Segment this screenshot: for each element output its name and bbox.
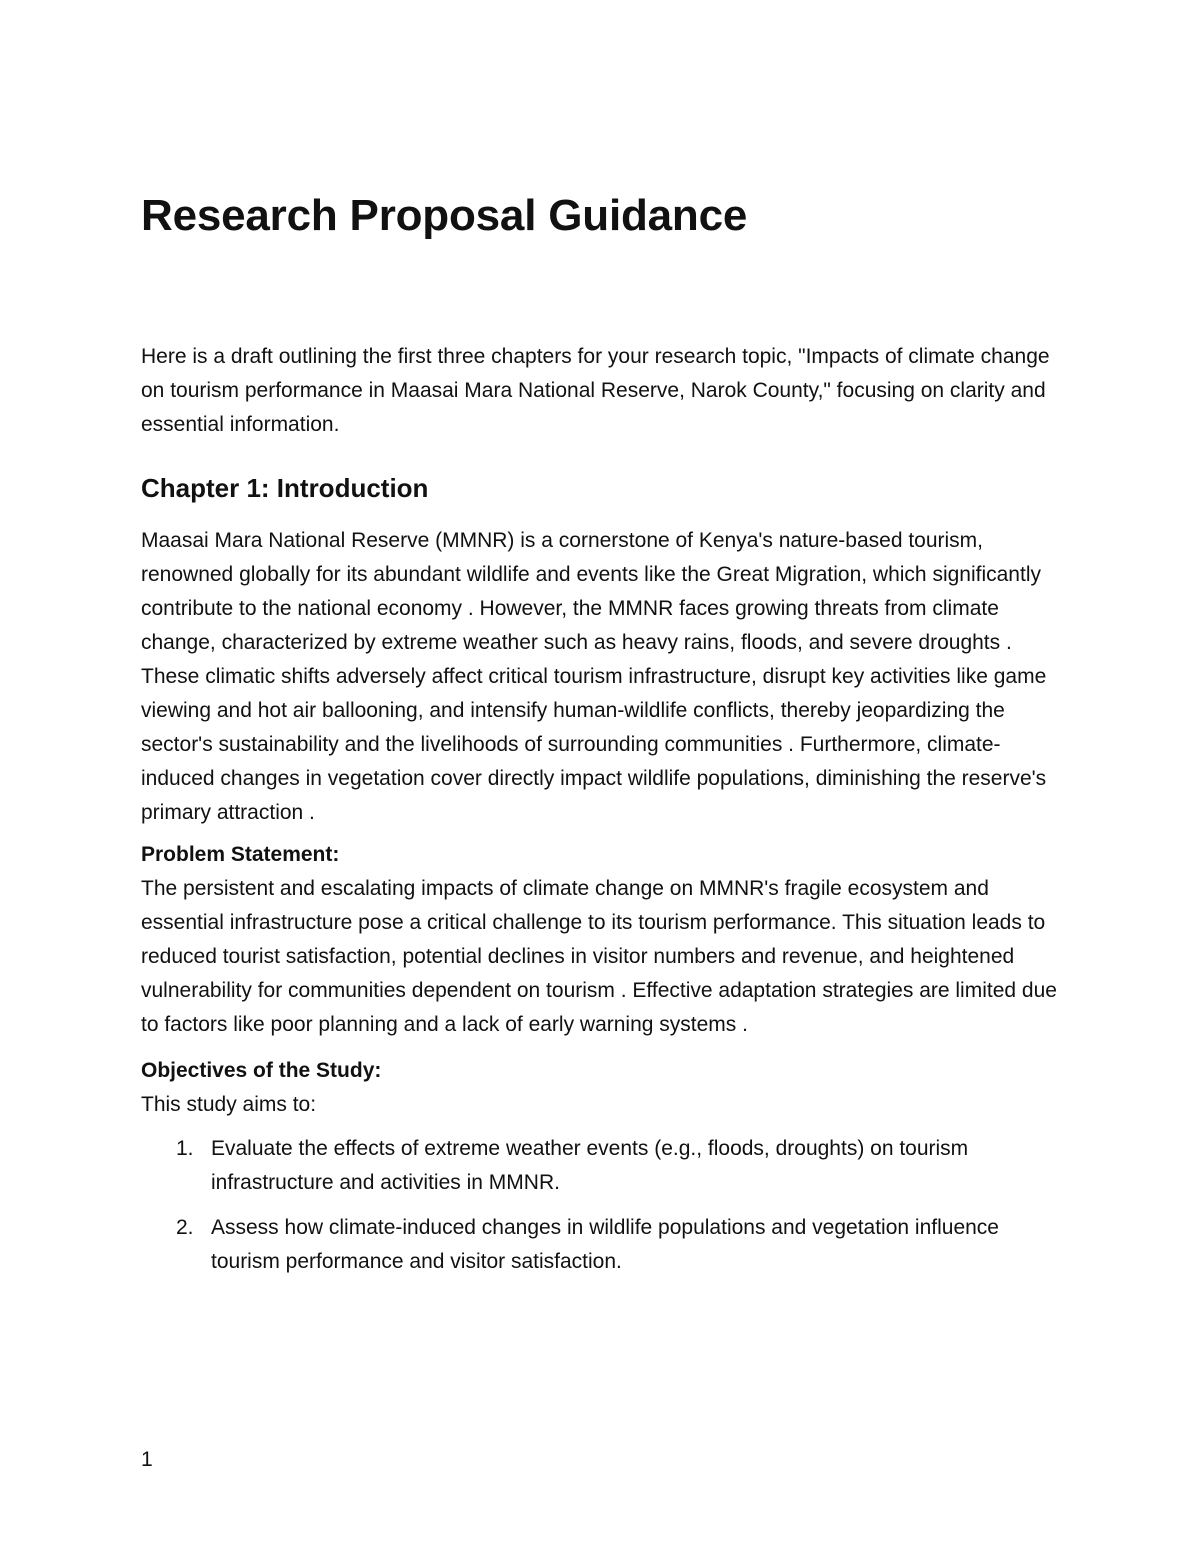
objective-item-1 [141, 1132, 1071, 1200]
objective-number: 1. [176, 1137, 194, 1160]
page-number: 1 [141, 1448, 153, 1471]
objective-item-2 [141, 1211, 1071, 1279]
document-title: Research Proposal Guidance [141, 191, 748, 240]
problem-statement-paragraph: The persistent and escalating impacts of climate change on MMNR's fragile ecosystem and essential infrastructure pose a critical challenge to its tourism performance. This situation leads to reduced tourist satisfaction, potential declines in visitor numbers and revenue, and heightened vulnerability for communities dependent on tourism . Effective adaptation strategies are limited due to factors like poor planning and a lack of early warning systems . [141, 877, 1057, 1036]
document-content [141, 188, 1071, 1290]
objective-text: Evaluate the effects of extreme weather events (e.g., floods, droughts) on tourism infrastructure and activities in MMNR. [211, 1137, 969, 1194]
objective-number: 2. [176, 1216, 194, 1239]
objectives-heading: Objectives of the Study: [141, 1059, 382, 1082]
chapter-1-heading: Chapter 1: Introduction [141, 473, 429, 503]
objectives-lead: This study aims to: [141, 1093, 317, 1116]
intro-paragraph: Here is a draft outlining the first three chapters for your research topic, "Impacts of climate change on tourism performance in Maasai Mara National Reserve, Narok County," focusing on clarity and essential information. [141, 345, 1050, 436]
objectives-list [141, 1132, 1071, 1279]
problem-statement-heading: Problem Statement: [141, 843, 340, 866]
objective-text: Assess how climate-induced changes in wildlife populations and vegetation influence tourism performance and visitor satisfaction. [211, 1216, 999, 1273]
chapter-1-paragraph: Maasai Mara National Reserve (MMNR) is a cornerstone of Kenya's nature-based tourism, renowned globally for its abundant wildlife and events like the Great Migration, which significantly contribute to the national economy . However, the MMNR faces growing threats from climate change, characterized by extreme weather such as heavy rains, floods, and severe droughts . These climatic shifts adversely affect critical tourism infrastructure, disrupt key activities like game viewing and hot air ballooning, and intensify human-wildlife conflicts, thereby jeopardizing the sector's sustainability and the livelihoods of surrounding communities . Furthermore, climate-induced changes in vegetation cover directly impact wildlife populations, diminishing the reserve's primary attraction . [141, 529, 1047, 824]
